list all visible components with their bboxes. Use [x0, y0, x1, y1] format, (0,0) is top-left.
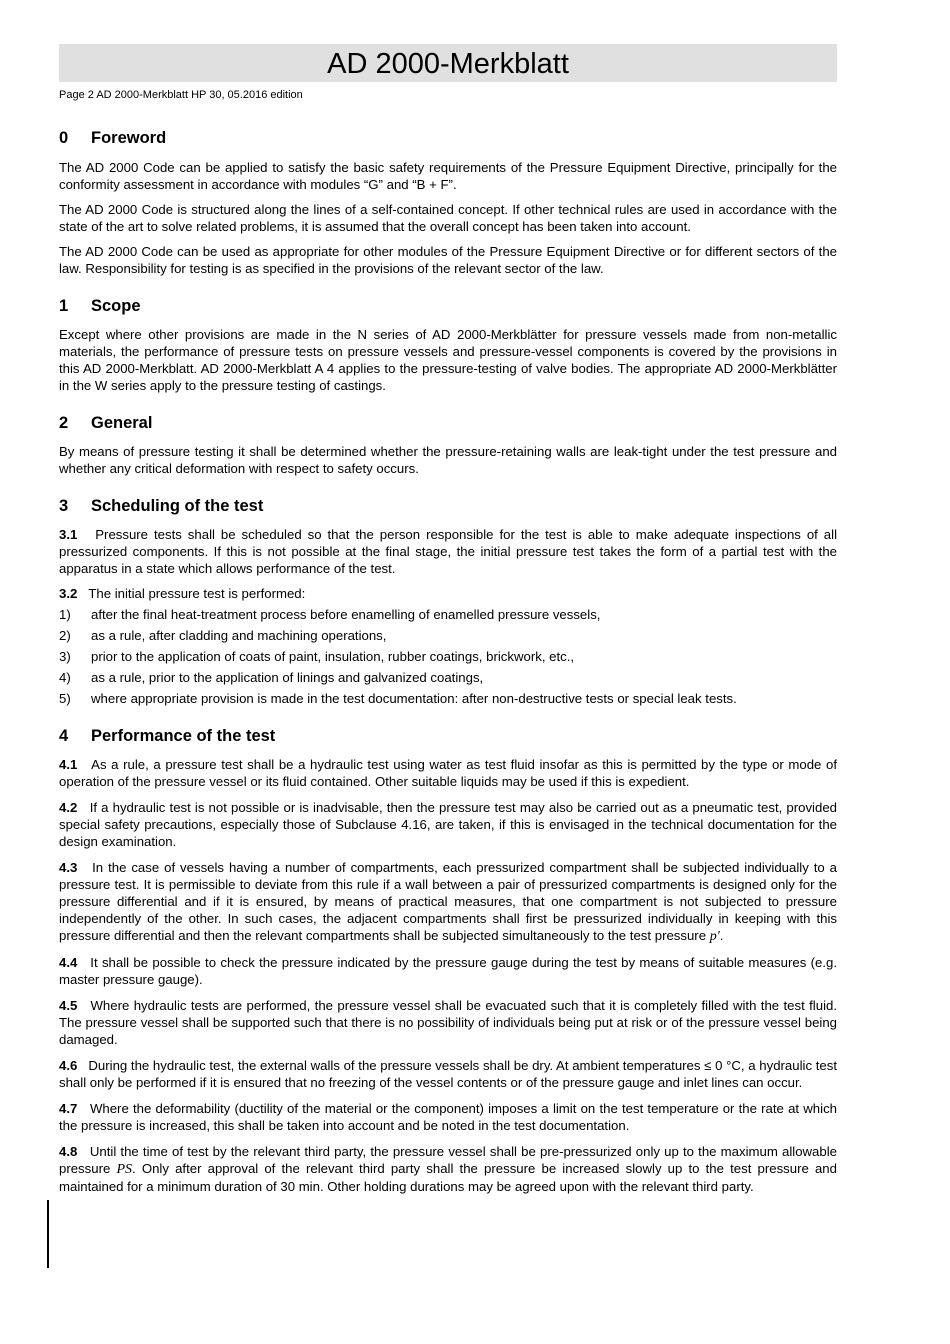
clause-4-3: 4.3 In the case of vessels having a number of compartments, each pressurized compartment shall be subjected individually to a pressure test. It is permissible to deviate from this rule if a wall between a pair of pressurized compartments is designed only for the pressure differential and if it is ensured, by means of practical measures, that one compartment is not subjected to pressure independently of the other. In such cases, the adjacent compartments shall first be pressurized individually in keeping with this pressure differential and then the relevant compartments shall be subjected simultaneously to the test pressure p′. — [59, 860, 837, 944]
heading-scheduling: 3 Scheduling of the test — [59, 497, 264, 515]
document-title: AD 2000-Merkblatt — [327, 48, 569, 80]
test-pressure-symbol: p′ — [709, 929, 720, 944]
heading-general: 2 General — [59, 414, 153, 432]
foreword-paragraph-2: The AD 2000 Code is structured along the lines of a self-contained concept. If other technical rules are used in accordance with the state of the art to solve related problems, it is assumed that the overall concept has been taken into account. — [59, 202, 837, 234]
clause-4-5: 4.5 Where hydraulic tests are performed, the pressure vessel shall be evacuated such that it is completely filled with the test fluid. The pressure vessel shall be supported such that there is no possibility of individuals being put at risk or of the pressure vessel being damaged. — [59, 998, 837, 1047]
foreword-paragraph-1: The AD 2000 Code can be applied to satisfy the basic safety requirements of the Pressure Equipment Directive, principally for the conformity assessment in accordance with modules “G” and “B + F”. — [59, 160, 837, 192]
list-item: 3) prior to the application of coats of paint, insulation, rubber coatings, brickwork, etc., — [59, 649, 575, 664]
clause-4-6: 4.6 During the hydraulic test, the external walls of the pressure vessels shall be dry. At ambient temperatures ≤ 0 °C, a hydraulic test shall only be performed if it is ensured that no freezing of the vessel contents or of the pressure gauge and inlet lines can occur. — [59, 1058, 837, 1090]
header-bar — [59, 44, 837, 82]
scope-paragraph: Except where other provisions are made in the N series of AD 2000-Merkblätter for pressure vessels made from non-metallic materials, the performance of pressure tests on pressure vessels and pressure-vessel components is covered by the provisions in this AD 2000-Merkblatt. AD 2000-Merkblatt A 4 applies to the pressure-testing of valve bodies. The appropriate AD 2000-Merkblätter in the W series apply to the pressure testing of castings. — [59, 327, 837, 393]
general-paragraph: By means of pressure testing it shall be determined whether the pressure-retaining walls are leak-tight under the test pressure and whether any critical deformation with respect to safety occurs. — [59, 444, 837, 476]
heading-scope: 1 Scope — [59, 297, 141, 315]
list-item: 4) as a rule, prior to the application of linings and galvanized coatings, — [59, 670, 484, 685]
list-item: 2) as a rule, after cladding and machining operations, — [59, 628, 387, 643]
clause-4-2: 4.2 If a hydraulic test is not possible or is inadvisable, then the pressure test may also be carried out as a pneumatic test, provided special safety precautions, especially those of Subclause 4.16, are taken, if this is envisaged in the technical documentation for the design examination. — [59, 800, 837, 849]
foreword-paragraph-3: The AD 2000 Code can be used as appropriate for other modules of the Pressure Equipment Directive or for different sectors of the law. Responsibility for testing is as specified in the provisions of the relevant sector of the law. — [59, 244, 837, 276]
revision-change-bar — [47, 1200, 49, 1268]
document-page — [59, 44, 837, 1195]
max-allowable-pressure-symbol: PS — [116, 1162, 133, 1177]
list-item: 1) after the final heat-treatment process before enamelling of enamelled pressure vessels, — [59, 607, 601, 622]
heading-performance: 4 Performance of the test — [59, 727, 276, 745]
clause-3-1: 3.1 Pressure tests shall be scheduled so that the person responsible for the test is able to make adequate inspections of all pressurized components. If this is not possible at the final stage, the initial pressure test takes the form of a partial test with the apparatus in a state which allows performance of the test. — [59, 527, 837, 576]
list-item: 5) where appropriate provision is made in the test documentation: after non-destructive tests or special leak tests. — [59, 691, 737, 706]
heading-foreword: 0 Foreword — [59, 129, 167, 147]
clause-3-2: 3.2 The initial pressure test is performed: — [59, 586, 306, 601]
clause-4-4: 4.4 It shall be possible to check the pressure indicated by the pressure gauge during the test by means of suitable measures (e.g. master pressure gauge). — [59, 955, 838, 987]
clause-4-1: 4.1 As a rule, a pressure test shall be a hydraulic test using water as test fluid insofar as this is permitted by the type or mode of operation of the pressure vessel or its fluid contained. Other suitable liquids may be used if this is expedient. — [59, 757, 837, 789]
clause-4-7: 4.7 Where the deformability (ductility of the material or the component) imposes a limit on the test temperature or the rate at which the pressure is increased, this shall be taken into account and be noted in the test documentation. — [59, 1101, 837, 1133]
clause-4-8: 4.8 Until the time of test by the relevant third party, the pressure vessel shall be pre-pressurized only up to the maximum allowable pressure PS. Only after approval of the relevant third party shall the pressure be increased slowly up to the test pressure and maintained for a minimum duration of 30 min. Other holding durations may be agreed upon with the relevant third party. — [59, 1144, 837, 1194]
page-info: Page 2 AD 2000-Merkblatt HP 30, 05.2016 edition — [59, 89, 303, 101]
